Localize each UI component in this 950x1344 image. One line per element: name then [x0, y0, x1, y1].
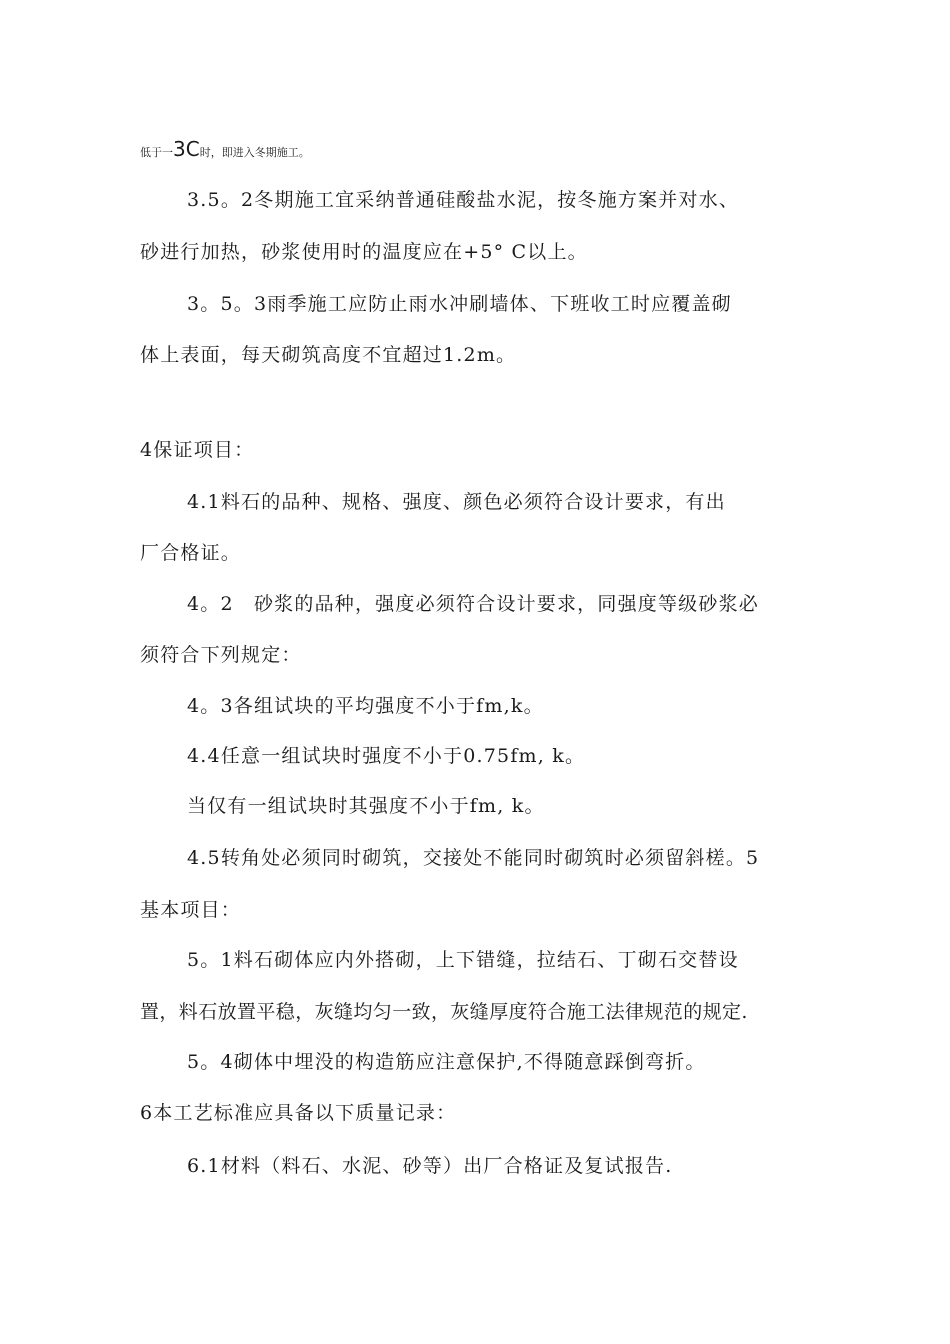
temperature-value: 3C: [173, 137, 200, 161]
paragraph-3-5-3-line-2: 体上表面，每天砌筑高度不宜超过1.2m。: [140, 344, 517, 366]
paragraph-5-1-line-1: 5。1料石砌体应内外搭砌，上下错缝，拉结石、丁砌石交替设: [187, 949, 739, 971]
paragraph-3-5-3-line-1: 3。5。3雨季施工应防止雨水冲刷墙体、下班收工时应覆盖砌: [187, 293, 732, 315]
paragraph-5-4: 5。4砌体中埋没的构造筋应注意保护,不得随意踩倒弯折。: [187, 1051, 706, 1073]
paragraph-4-5-line-1: 4.5转角处必须同时砌筑，交接处不能同时砌筑时必须留斜槎。5: [187, 847, 760, 869]
paragraph-4-2-line-2: 须符合下列规定：: [140, 644, 302, 666]
paragraph-4-4-note: 当仅有一组试块时其强度不小于fm, k。: [187, 795, 545, 817]
paragraph-4-1-line-1: 4.1料石的品种、规格、强度、颜色必须符合设计要求，有出: [187, 491, 726, 513]
text-line: [140, 137, 310, 165]
paragraph-3-5-2-line-1: 3.5。2冬期施工宜采纳普通硅酸盐水泥，按冬施方案并对水、: [187, 189, 740, 211]
paragraph-6-1: 6.1材料（料石、水泥、砂等）出厂合格证及复试报告.: [187, 1155, 673, 1177]
section-heading-4: 4保证项目：: [140, 439, 255, 461]
paragraph-5-1-line-2: 置，料石放置平稳，灰缝均匀一致，灰缝厚度符合施工法律规范的规定.: [140, 1001, 748, 1023]
text-segment: 时，即进入冬期施工。: [199, 146, 310, 159]
section-heading-6: 6本工艺标准应具备以下质量记录：: [140, 1102, 457, 1124]
paragraph-4-4: 4.4任意一组试块时强度不小于0.75fm, k。: [187, 745, 586, 767]
text-segment: 低于一: [140, 146, 173, 159]
paragraph-4-1-line-2: 厂合格证。: [140, 542, 242, 564]
paragraph-4-3: 4。3各组试块的平均强度不小于fm,k。: [187, 695, 544, 717]
paragraph-4-2-line-1: 4。2 砂浆的品种，强度必须符合设计要求，同强度等级砂浆必: [187, 593, 759, 615]
paragraph-3-5-2-line-2: 砂进行加热，砂浆使用时的温度应在+5° C以上。: [140, 241, 588, 263]
section-heading-5: 基本项目：: [140, 899, 242, 921]
